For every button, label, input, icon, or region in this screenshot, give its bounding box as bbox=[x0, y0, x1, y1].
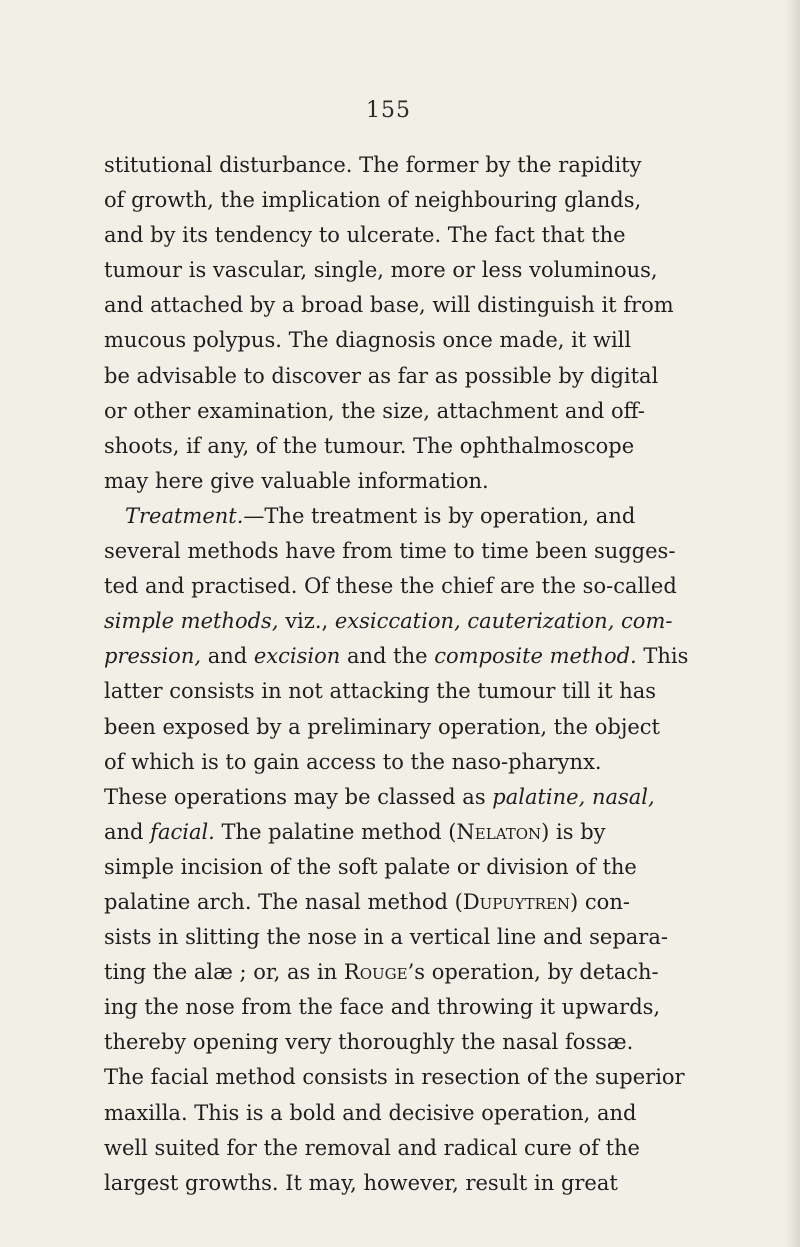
text-line bbox=[104, 604, 784, 639]
text-segment: been exposed by a preliminary operation, the object bbox=[104, 714, 660, 739]
text-segment: stitutional disturbance. The former by the rapidity bbox=[104, 153, 642, 177]
text-line bbox=[104, 1060, 784, 1095]
text-line bbox=[104, 815, 784, 850]
body-text bbox=[104, 148, 784, 1201]
italic-text: Treatment. bbox=[125, 503, 244, 528]
text-line bbox=[104, 253, 784, 288]
text-line bbox=[104, 429, 784, 464]
text-segment: The palatine method ( bbox=[214, 819, 457, 844]
text-segment: of which is to gain access to the naso-pharynx. bbox=[104, 749, 602, 774]
text-segment: ing the nose from the face and throwing it upwards, bbox=[104, 995, 661, 1020]
text-line bbox=[104, 183, 784, 218]
text-line bbox=[104, 323, 784, 358]
text-line bbox=[104, 359, 784, 394]
page-edge-shadow bbox=[786, 0, 800, 1247]
text-segment: —The treatment is by operation, and bbox=[243, 503, 636, 528]
italic-text: exsiccation, cauterization, com- bbox=[334, 609, 673, 634]
text-segment: thereby opening very thoroughly the nasal fossæ. bbox=[104, 1030, 634, 1055]
small-caps-name: Rouge bbox=[343, 960, 408, 985]
italic-text: palatine, nasal, bbox=[492, 784, 655, 809]
text-line bbox=[104, 394, 784, 429]
text-line bbox=[104, 955, 784, 990]
text-segment: may here give valuable information. bbox=[104, 468, 489, 493]
text-line bbox=[104, 780, 784, 815]
text-segment: ) con- bbox=[570, 889, 630, 914]
text-segment: ’s operation, by detach- bbox=[407, 960, 659, 985]
italic-text: facial. bbox=[150, 819, 215, 844]
text-line bbox=[104, 674, 784, 709]
text-line bbox=[104, 990, 784, 1025]
text-line bbox=[104, 920, 784, 955]
italic-text: composite method. bbox=[434, 644, 637, 669]
text-line bbox=[104, 710, 784, 745]
text-segment: tumour is vascular, single, more or less voluminous, bbox=[104, 258, 658, 283]
small-caps-name: Nelaton bbox=[456, 819, 542, 844]
text-line bbox=[104, 1166, 784, 1201]
text-line bbox=[104, 534, 784, 569]
text-line bbox=[104, 639, 784, 674]
text-line bbox=[104, 1131, 784, 1166]
text-segment: largest growths. It may, however, result in great bbox=[104, 1170, 618, 1195]
text-segment: mucous polypus. The diagnosis once made, it will bbox=[104, 328, 632, 353]
text-segment: or other examination, the size, attachment and off- bbox=[104, 398, 645, 423]
text-segment: be advisable to discover as far as possible by digital bbox=[104, 363, 659, 388]
text-segment: ted and practised. Of these the chief are the so-called bbox=[104, 574, 677, 599]
text-segment: well suited for the removal and radical cure of the bbox=[104, 1135, 640, 1160]
text-line bbox=[104, 218, 784, 253]
text-segment: ) is by bbox=[541, 819, 606, 844]
text-segment: and bbox=[201, 644, 254, 669]
text-segment: of growth, the implication of neighbouring glands, bbox=[104, 188, 642, 213]
text-line bbox=[104, 745, 784, 780]
text-segment: and by its tendency to ulcerate. The fact that the bbox=[104, 223, 626, 248]
text-segment: several methods have from time to time been sugges- bbox=[104, 539, 676, 564]
italic-text: pression, bbox=[104, 644, 202, 669]
small-caps-name: Dupuytren bbox=[462, 889, 571, 914]
text-segment: and bbox=[104, 819, 151, 844]
text-segment: This bbox=[636, 644, 689, 669]
text-line bbox=[104, 288, 784, 323]
italic-text: simple methods, bbox=[104, 609, 279, 634]
text-segment: The facial method consists in resection of the superior bbox=[104, 1065, 685, 1090]
text-segment: ting the alæ ; or, as in bbox=[104, 960, 344, 985]
text-segment: simple incision of the soft palate or division of the bbox=[104, 854, 637, 879]
text-segment: and the bbox=[340, 644, 435, 669]
text-line bbox=[104, 885, 784, 920]
text-line bbox=[104, 499, 784, 534]
text-segment: These operations may be classed as bbox=[104, 784, 493, 809]
text-segment: and attached by a broad base, will distinguish it from bbox=[104, 293, 674, 318]
text-line bbox=[104, 1096, 784, 1131]
text-line bbox=[104, 464, 784, 499]
text-segment: sists in slitting the nose in a vertical line and separa- bbox=[104, 925, 668, 950]
text-segment: shoots, if any, of the tumour. The ophthalmoscope bbox=[104, 433, 635, 458]
text-segment: viz., bbox=[278, 609, 335, 634]
page-number: 155 bbox=[366, 98, 411, 123]
text-segment: palatine arch. The nasal method ( bbox=[104, 889, 463, 914]
italic-text: excision bbox=[253, 644, 341, 669]
text-line bbox=[104, 850, 784, 885]
text-line bbox=[104, 148, 784, 183]
text-line bbox=[104, 569, 784, 604]
text-segment: latter consists in not attacking the tumour till it has bbox=[104, 679, 657, 704]
text-segment: maxilla. This is a bold and decisive operation, and bbox=[104, 1100, 637, 1125]
text-line bbox=[104, 1025, 784, 1060]
